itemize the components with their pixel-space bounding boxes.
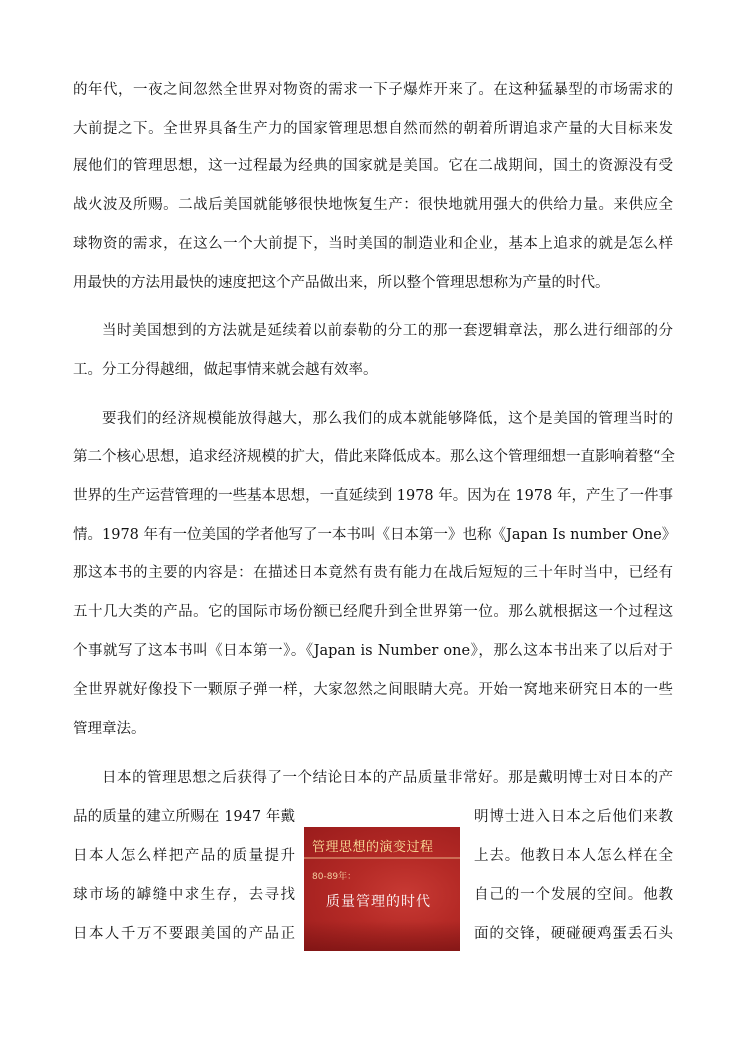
paragraph-4-wrap-right-1: 明博士进入日本之后他们来教 xyxy=(474,809,673,825)
slide-shading xyxy=(304,921,460,951)
paragraph-4-wrap-right-4: 面的交锋，硬碰硬鸡蛋丢石头 xyxy=(474,926,673,942)
slide-subtitle: 80-89年： xyxy=(312,872,357,882)
paragraph-3-line-7: 个事就写了这本书叫《日本第一》。《Japan is Number one》，那么这本书出来了以后对于 xyxy=(73,643,673,659)
paragraph-4-wrap-left-4: 日本人千万不要跟美国的产品正 xyxy=(73,926,295,942)
paragraph-4-wrap-right-2: 上去。他教日本人怎么样在全 xyxy=(474,848,673,864)
paragraph-4-wrap-left-1: 品的质量的建立所赐在 1947 年戴 xyxy=(73,809,295,825)
paragraph-1-line-2: 大前提之下。全世界具备生产力的国家管理思想自然而然的朝着所谓追求产量的大目标来发 xyxy=(73,121,673,137)
slide-divider xyxy=(304,857,460,859)
paragraph-4-wrap-left-2: 日本人怎么样把产品的质量提升 xyxy=(73,848,295,864)
paragraph-3-line-8: 全世界就好像投下一颗原子弹一样，大家忽然之间眼睛大亮。开始一窝地来研究日本的一些 xyxy=(73,682,673,698)
paragraph-1-line-5: 球物资的需求，在这么一个大前提下，当时美国的制造业和企业，基本上追求的就是怎么样 xyxy=(73,236,673,252)
paragraph-1-line-4: 战火波及所赐。二战后美国就能够很快地恢复生产：很快地就用强大的供给力量。来供应全 xyxy=(73,197,673,213)
slide-title: 管理思想的演变过程 xyxy=(312,840,434,855)
paragraph-4-line-1: 日本的管理思想之后获得了一个结论日本的产品质量非常好。那是戴明博士对日本的产 xyxy=(102,770,673,786)
paragraph-3-line-1: 要我们的经济规模能放得越大，那么我们的成本就能够降低，这个是美国的管理当时的 xyxy=(102,411,673,427)
paragraph-3-line-9: 管理章法。 xyxy=(73,721,146,737)
paragraph-1-line-1: 的年代，一夜之间忽然全世界对物资的需求一下子爆炸开来了。在这种猛暴型的市场需求的 xyxy=(73,82,673,98)
paragraph-4-wrap-left-3: 球市场的罅缝中求生存，去寻找 xyxy=(73,887,295,903)
paragraph-3-line-5: 那这本书的主要的内容是：在描述日本竟然有贵有能力在战后短短的三十年时当中，已经有 xyxy=(73,565,673,581)
paragraph-3-line-3: 世界的生产运营管理的一些基本思想，一直延续到 1978 年。因为在 1978 年，产生了一件事 xyxy=(73,488,673,504)
paragraph-1-line-6: 用最快的方法用最快的速度把这个产品做出来，所以整个管理思想称为产量的时代。 xyxy=(73,275,610,291)
paragraph-2-line-2: 工。分工分得越细，做起事情来就会越有效率。 xyxy=(73,362,378,378)
slide-heading: 质量管理的时代 xyxy=(326,894,431,910)
paragraph-3-line-6: 五十几大类的产品。它的国际市场份额已经爬升到全世界第一位。那么就根据这一个过程这 xyxy=(73,604,673,620)
paragraph-3-line-4: 情。1978 年有一位美国的学者他写了一本书叫《日本第一》也称《Japan Is number One》 xyxy=(73,527,677,543)
paragraph-1-line-3: 展他们的管理思想，这一过程最为经典的国家就是美国。它在二战期间，国土的资源没有受 xyxy=(73,158,673,174)
paragraph-4-wrap-right-3: 自己的一个发展的空间。他教 xyxy=(474,887,673,903)
paragraph-2-line-1: 当时美国想到的方法就是延续着以前泰勒的分工的那一套逻辑章法，那么进行细部的分 xyxy=(102,323,673,339)
slide-figure xyxy=(304,827,460,951)
paragraph-3-line-2: 第二个核心思想，追求经济规模的扩大，借此来降低成本。那么这个管理细想一直影响着整“全 xyxy=(73,449,675,465)
